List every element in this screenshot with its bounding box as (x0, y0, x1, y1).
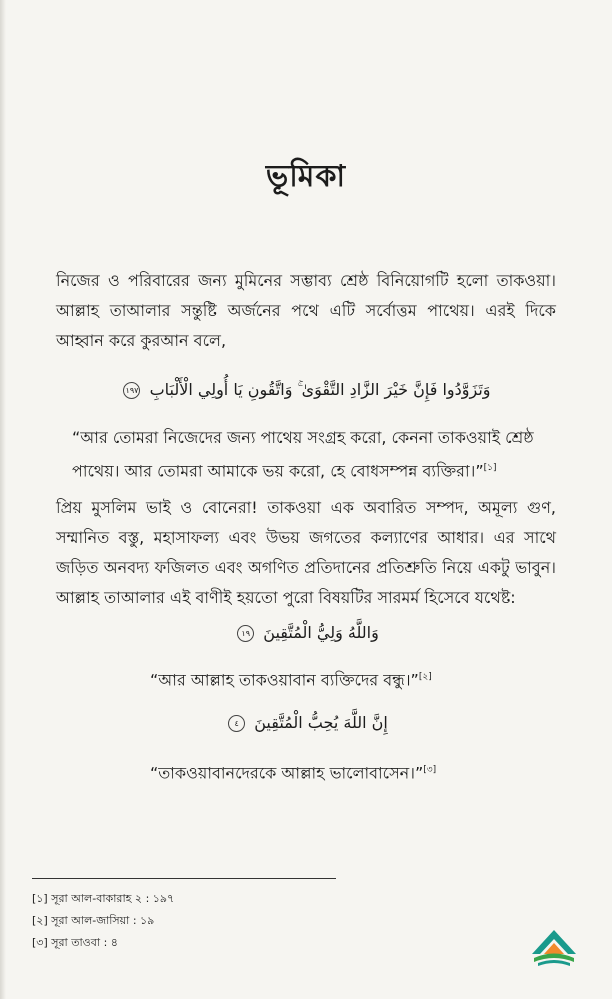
ayah-number-marker: ٤ (228, 715, 245, 732)
arabic-verse-1 (80, 380, 530, 400)
footnote-3: [৩] সূরা তাওবা : ৪ (32, 936, 118, 949)
quote-2-text: “আর আল্লাহ তাকওয়াবান ব্যক্তিদের বন্ধু।” (150, 670, 419, 690)
footnotes (32, 888, 174, 954)
arabic-verse-1-text: وَتَزَوَّدُوا فَإِنَّ خَيْرَ الزَّادِ التَّقْوَىٰ ۚ وَاتَّقُونِ يَا أُولِي الْأَلْبَابِ (149, 380, 491, 399)
footnote-1: [১] সূরা আল-বাকারাহ ২ : ১৯৭ (32, 892, 175, 905)
arabic-verse-2 (150, 623, 462, 642)
page-edge (0, 0, 6, 999)
page-title: ভূমিকা (265, 159, 347, 194)
quote-1-text: “আর তোমরা নিজেদের জন্য পাথেয় সংগ্রহ করো, কেননা তাকওয়াই শ্রেষ্ঠ পাথেয়। আর তোমরা আমাকে ভয় করো, হে বোধসম্পন্ন ব্যক্তিরা।” (72, 428, 534, 481)
arabic-verse-3 (150, 713, 462, 732)
publisher-logo-icon (528, 927, 580, 969)
footnote-2: [২] সূরা আল-জাসিয়া : ১৯ (32, 914, 155, 927)
second-paragraph: প্রিয় মুসলিম ভাই ও বোনেরা! তাকওয়া এক অবারিত সম্পদ, অমূল্য গুণ, সম্মানিত বস্তু, মহাসাফল্য এবং উভয় জগতের কল্যাণের আধার। এর সাথে জড়িত অনবদ্য ফজিলত এবং অগণিত প্রতিদানের প্রতিশ্রুতি নিয়ে একটু ভাবুন। আল্লাহ তাআলার এই বাণীই হয়তো পুরো বিষয়টির সারমর্ম হিসেবে যথেষ্ট: (56, 498, 556, 607)
footnote-ref-3[interactable]: [৩] (423, 765, 437, 775)
footnote-ref-2[interactable]: [২] (418, 672, 432, 682)
ayah-number-marker: ١٩ (237, 625, 254, 642)
quote-3-text: “তাকওয়াবানদেরকে আল্লাহ ভালোবাসেন।” (150, 763, 424, 783)
intro-paragraph: নিজের ও পরিবারের জন্য মুমিনের সম্ভাব্য শ্রেষ্ঠ বিনিয়োগটি হলো তাকওয়া। আল্লাহ তাআলার সন্তুষ্টি অর্জনের পথে এটি সর্বোত্তম পাথেয়। এরই দিকে আহ্বান করে কুরআন বলে, (56, 271, 556, 350)
arabic-verse-2-text: وَاللَّهُ وَلِيُّ الْمُتَّقِينَ (263, 623, 379, 642)
translation-quote-3 (150, 755, 510, 788)
footnote-divider (32, 878, 336, 879)
translation-quote-2 (150, 662, 510, 695)
footnote-ref-1[interactable]: [১] (483, 463, 497, 473)
ayah-number-marker: ١٩٧ (123, 382, 140, 399)
arabic-verse-3-text: إِنَّ اللَّهَ يُحِبُّ الْمُتَّقِينَ (254, 713, 388, 732)
translation-quote-1 (72, 422, 542, 486)
